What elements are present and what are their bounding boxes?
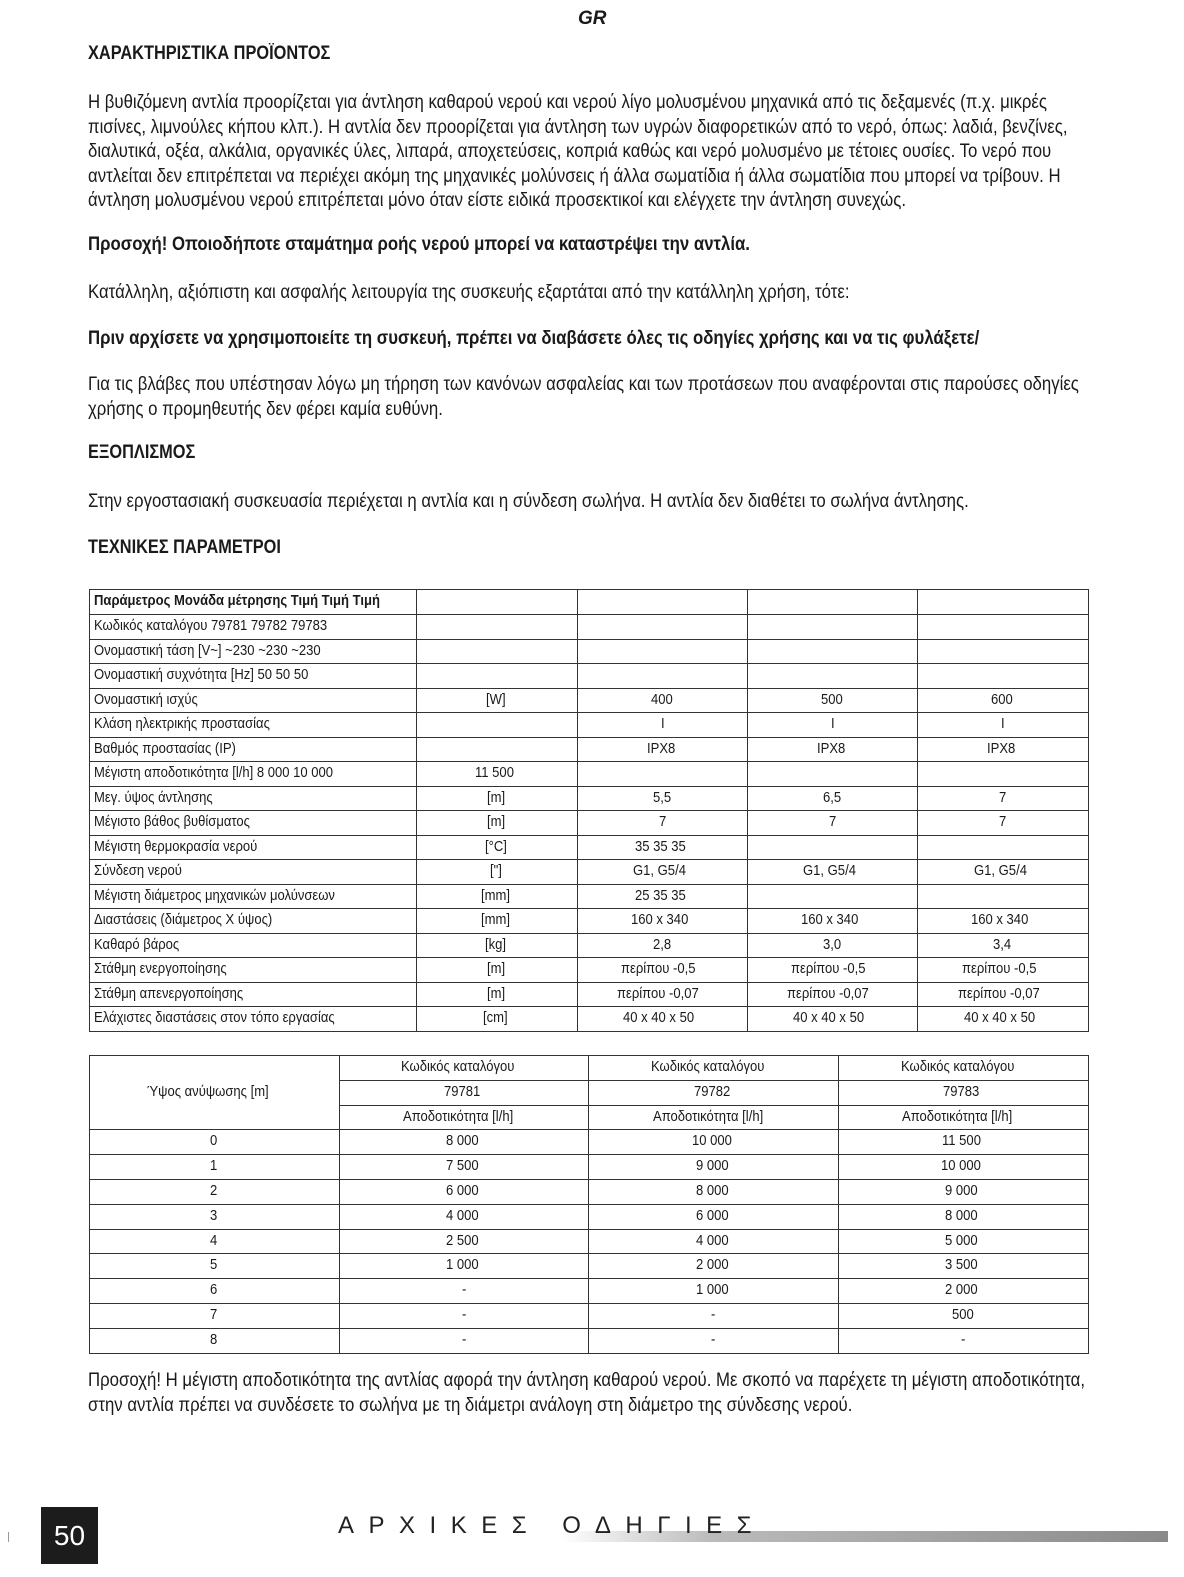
table-cell: IPX8 xyxy=(748,737,918,762)
table-cell: IPX8 xyxy=(918,737,1089,762)
table-row xyxy=(90,1279,1089,1304)
table-cell: 9 000 xyxy=(839,1179,1089,1204)
table-cell: [m] xyxy=(416,811,578,836)
table-cell: Σύνδεση νερού xyxy=(90,860,417,885)
table-cell: - xyxy=(589,1328,839,1353)
table-cell: 9 000 xyxy=(589,1155,839,1180)
table-cell: I xyxy=(918,713,1089,738)
table-cell: 11 500 xyxy=(839,1130,1089,1155)
table-row xyxy=(90,1130,1089,1155)
table-cell xyxy=(748,615,918,640)
table-row xyxy=(90,933,1089,958)
table-cell: 7 xyxy=(918,811,1089,836)
table-cell xyxy=(416,713,578,738)
table-cell: Μέγιστη θερμοκρασία νερού xyxy=(90,835,417,860)
table-cell: 79782 xyxy=(589,1080,839,1105)
table-cell xyxy=(578,615,748,640)
table-row xyxy=(90,1155,1089,1180)
table-cell: 4 000 xyxy=(339,1204,589,1229)
table-cell: Κωδικός καταλόγου 79781 79782 79783 xyxy=(90,615,417,640)
table-cell: 40 x 40 x 50 xyxy=(578,1007,748,1032)
table-cell: Στάθμη απενεργοποίησης xyxy=(90,982,417,1007)
table-cell: 8 000 xyxy=(839,1204,1089,1229)
table-cell: 600 xyxy=(918,688,1089,713)
table-cell: [m] xyxy=(416,958,578,983)
table-cell: 400 xyxy=(578,688,748,713)
table-row xyxy=(90,688,1089,713)
table-cell: 4 000 xyxy=(589,1229,839,1254)
table-row xyxy=(90,835,1089,860)
table-cell: 3 500 xyxy=(839,1254,1089,1279)
table-cell: περίπου -0,07 xyxy=(578,982,748,1007)
table-cell: 5 000 xyxy=(839,1229,1089,1254)
table-row xyxy=(90,811,1089,836)
table-cell xyxy=(416,737,578,762)
table-row xyxy=(90,1229,1089,1254)
table-cell: Ονομαστική τάση [V~] ~230 ~230 ~230 xyxy=(90,639,417,664)
table-cell: περίπου -0,5 xyxy=(748,958,918,983)
footer-title: ΑΡΧΙΚΕΣ ΟΔΗΓΙΕΣ xyxy=(338,1512,766,1539)
table-row xyxy=(90,737,1089,762)
table-row xyxy=(90,786,1089,811)
table-cell: - xyxy=(339,1303,589,1328)
technical-parameters-table xyxy=(89,589,1089,1032)
table-cell: - xyxy=(339,1279,589,1304)
table-cell: Μέγιστη αποδοτικότητα [l/h] 8 000 10 000 xyxy=(90,762,417,787)
table-cell xyxy=(748,835,918,860)
table-cell: 7 xyxy=(578,811,748,836)
table-cell: 160 x 340 xyxy=(578,909,748,934)
table-cell: Ονομαστική συχνότητα [Hz] 50 50 50 xyxy=(90,664,417,689)
table-cell: 160 x 340 xyxy=(918,909,1089,934)
table-cell: ["] xyxy=(416,860,578,885)
table-cell: [m] xyxy=(416,982,578,1007)
table-cell xyxy=(918,762,1089,787)
table-cell xyxy=(748,884,918,909)
table-cell xyxy=(918,835,1089,860)
table-row xyxy=(90,664,1089,689)
table-cell: Κωδικός καταλόγου xyxy=(839,1056,1089,1081)
table-cell: Ύψος ανύψωσης [m] xyxy=(90,1056,340,1130)
table-cell: 6 000 xyxy=(589,1204,839,1229)
table-cell: περίπου -0,07 xyxy=(918,982,1089,1007)
table-cell xyxy=(748,639,918,664)
table-cell: 500 xyxy=(839,1303,1089,1328)
table-cell: Αποδοτικότητα [l/h] xyxy=(589,1105,839,1130)
table-cell: Μέγιστο βάθος βυθίσματος xyxy=(90,811,417,836)
table-row xyxy=(90,1204,1089,1229)
table-cell: 40 x 40 x 50 xyxy=(918,1007,1089,1032)
table-cell xyxy=(416,615,578,640)
table-cell: 160 x 340 xyxy=(748,909,918,934)
section-heading-technical-parameters: ΤΕΧΝΙΚΕΣ ΠΑΡΑΜΕΤΡΟΙ xyxy=(88,537,281,558)
table-cell: Καθαρό βάρος xyxy=(90,933,417,958)
lift-height-output-table xyxy=(89,1055,1089,1354)
table-cell: Κωδικός καταλόγου xyxy=(339,1056,589,1081)
table-row xyxy=(90,1254,1089,1279)
table-cell: 2 000 xyxy=(589,1254,839,1279)
table-cell xyxy=(748,664,918,689)
table-cell: 7 xyxy=(90,1303,340,1328)
table-cell: Αποδοτικότητα [l/h] xyxy=(339,1105,589,1130)
table-cell: Μέγιστη διάμετρος μηχανικών μολύνσεων xyxy=(90,884,417,909)
margin-mark xyxy=(8,1532,9,1542)
table-cell: 4 xyxy=(90,1229,340,1254)
table-cell: Μεγ. ύψος άντλησης xyxy=(90,786,417,811)
table-cell: 11 500 xyxy=(416,762,578,787)
table-cell: [kg] xyxy=(416,933,578,958)
table-row xyxy=(90,909,1089,934)
table-row xyxy=(90,639,1089,664)
table-cell: 7 xyxy=(748,811,918,836)
table-cell: [m] xyxy=(416,786,578,811)
table-cell: Κωδικός καταλόγου xyxy=(589,1056,839,1081)
language-tag: GR xyxy=(578,8,607,29)
table-cell: - xyxy=(339,1328,589,1353)
table-cell: - xyxy=(839,1328,1089,1353)
table-cell: 6,5 xyxy=(748,786,918,811)
table-cell xyxy=(918,664,1089,689)
table-cell: Αποδοτικότητα [l/h] xyxy=(839,1105,1089,1130)
table-cell: 8 xyxy=(90,1328,340,1353)
table-cell: Ελάχιστες διαστάσεις στον τόπο εργασίας xyxy=(90,1007,417,1032)
table-cell: [mm] xyxy=(416,909,578,934)
table-cell xyxy=(748,762,918,787)
table-row xyxy=(90,615,1089,640)
table-cell: G1, G5/4 xyxy=(748,860,918,885)
table-cell xyxy=(578,762,748,787)
table-row xyxy=(90,884,1089,909)
table-cell xyxy=(918,615,1089,640)
table-cell: 1 000 xyxy=(589,1279,839,1304)
table-header-cell: Παράμετρος Μονάδα μέτρησης Τιμή Τιμή Τιμή xyxy=(90,590,417,615)
table-cell: Στάθμη ενεργοποίησης xyxy=(90,958,417,983)
table-row xyxy=(90,1303,1089,1328)
table-cell: [cm] xyxy=(416,1007,578,1032)
table-row xyxy=(90,860,1089,885)
table-cell: Ονομαστική ισχύς xyxy=(90,688,417,713)
table-row xyxy=(90,713,1089,738)
table-cell: 2 500 xyxy=(339,1229,589,1254)
table-cell: 3 xyxy=(90,1204,340,1229)
table-cell: [°C] xyxy=(416,835,578,860)
table-cell: 1 xyxy=(90,1155,340,1180)
table-cell xyxy=(918,884,1089,909)
table-cell: - xyxy=(589,1303,839,1328)
table-cell: 8 000 xyxy=(339,1130,589,1155)
paragraph-warning-flow: Προσοχή! Οποιοδήποτε σταμάτημα ροής νερού μπορεί να καταστρέψει την αντλία. xyxy=(88,233,750,255)
table-cell: [mm] xyxy=(416,884,578,909)
table-cell: 10 000 xyxy=(589,1130,839,1155)
table-cell xyxy=(578,639,748,664)
table-row xyxy=(90,1056,1089,1081)
table-cell xyxy=(918,639,1089,664)
table-cell xyxy=(578,664,748,689)
table-cell: 25 35 35 xyxy=(578,884,748,909)
paragraph-read-instructions: Πριν αρχίσετε να χρησιμοποιείτε τη συσκευή, πρέπει να διαβάσετε όλες τις οδηγίες χρήσης και να τις φυλάξετε/ xyxy=(88,327,980,349)
table-row xyxy=(90,1179,1089,1204)
paragraph-liability: Για τις βλάβες που υπέστησαν λόγω μη τήρηση των κανόνων ασφαλείας και των προτάσεων που αναφέρονται στις παρούσες οδηγίες χρήσης ο προμηθευτής δεν φέρει καμία ευθύνη. xyxy=(88,373,1079,420)
table-cell: 10 000 xyxy=(839,1155,1089,1180)
table-row xyxy=(90,958,1089,983)
table-cell: 7 xyxy=(918,786,1089,811)
table-cell: 6 xyxy=(90,1279,340,1304)
table-cell: 7 500 xyxy=(339,1155,589,1180)
table-row xyxy=(90,762,1089,787)
section-heading-product-features: ΧΑΡΑΚΤΗΡΙΣΤΙΚΑ ΠΡΟΪΟΝΤΟΣ xyxy=(88,43,331,64)
table-cell: [W] xyxy=(416,688,578,713)
table-cell: 5,5 xyxy=(578,786,748,811)
table-cell: 6 000 xyxy=(339,1179,589,1204)
table-cell: IPX8 xyxy=(578,737,748,762)
table-cell: 2,8 xyxy=(578,933,748,958)
section-heading-equipment: ΕΞΟΠΛΙΣΜΟΣ xyxy=(88,442,196,463)
table-cell: 2 xyxy=(90,1179,340,1204)
table-cell: 1 000 xyxy=(339,1254,589,1279)
table-cell: G1, G5/4 xyxy=(918,860,1089,885)
table-row xyxy=(90,1328,1089,1353)
table-cell: 3,0 xyxy=(748,933,918,958)
page-number: 50 xyxy=(41,1507,98,1564)
table-cell: 40 x 40 x 50 xyxy=(748,1007,918,1032)
table-cell: Κλάση ηλεκτρικής προστασίας xyxy=(90,713,417,738)
table-cell: 79783 xyxy=(839,1080,1089,1105)
table-cell: 5 xyxy=(90,1254,340,1279)
table-cell xyxy=(416,664,578,689)
paragraph-max-output-note: Προσοχή! Η μέγιστη αποδοτικότητα της αντλίας αφορά την άντληση καθαρού νερού. Με σκοπό να παρέχετε τη μέγιστη αποδοτικότητα, στην αντλία πρέπει να συνδέσετε το σωλήνα με τη διάμετρι ανάλογη στη διάμετρο της σύνδεσης νερού. xyxy=(88,1369,1086,1416)
table-cell: 79781 xyxy=(339,1080,589,1105)
table-cell: 0 xyxy=(90,1130,340,1155)
table-cell: 35 35 35 xyxy=(578,835,748,860)
table-cell: 3,4 xyxy=(918,933,1089,958)
table-cell: περίπου -0,5 xyxy=(918,958,1089,983)
table-header-row xyxy=(90,590,1089,615)
table-cell: περίπου -0,5 xyxy=(578,958,748,983)
paragraph-equipment: Στην εργοστασιακή συσκευασία περιέχεται η αντλία και η σύνδεση σωλήνα. Η αντλία δεν διαθέτει το σωλήνα άντλησης. xyxy=(88,490,969,512)
table-cell: Διαστάσεις (διάμετρος Χ ύψος) xyxy=(90,909,417,934)
table-cell xyxy=(416,639,578,664)
table-cell: 2 000 xyxy=(839,1279,1089,1304)
table-cell: 8 000 xyxy=(589,1179,839,1204)
table-cell: 500 xyxy=(748,688,918,713)
table-cell: I xyxy=(578,713,748,738)
table-cell: περίπου -0,07 xyxy=(748,982,918,1007)
paragraph-product-description: Η βυθιζόμενη αντλία προορίζεται για άντληση καθαρού νερού και νερού λίγο μολυσμένου μηχανικά από τις δεξαμενές (π.χ. μικρές πισίνες, λιμνούλες κήπου κλπ.). Η αντλία δεν προορίζεται για άντληση των υγρών διαφορετικών από το νερό, όπως: λαδιά, βενζίνες, διαλυτικά, οξέα, αλκάλια, οργανικές ύλες, λιπαρά, αποχετεύσεις, κοπριά καθώς και νερό μολυσμένο με τέτοιες ουσίες. Το νερό που αντλείται δεν επιτρέπεται να περιέχει ακόμη της μηχανικές μολύνσεις ή άλλα σωματίδια ή άλλα σωματίδια που μπορεί να τρίβουν. Η άντληση μολυσμένου νερού επιτρέπεται μόνο όταν είστε ειδικά προσεκτικοί και ελέγχετε την άντληση συνεχώς. xyxy=(88,91,1068,211)
table-row xyxy=(90,1007,1089,1032)
paragraph-proper-use: Κατάλληλη, αξιόπιστη και ασφαλής λειτουργία της συσκευής εξαρτάται από την κατάλληλη χρήση, τότε: xyxy=(88,281,850,303)
table-cell: I xyxy=(748,713,918,738)
table-row xyxy=(90,982,1089,1007)
table-cell: Βαθμός προστασίας (IP) xyxy=(90,737,417,762)
table-cell: G1, G5/4 xyxy=(578,860,748,885)
